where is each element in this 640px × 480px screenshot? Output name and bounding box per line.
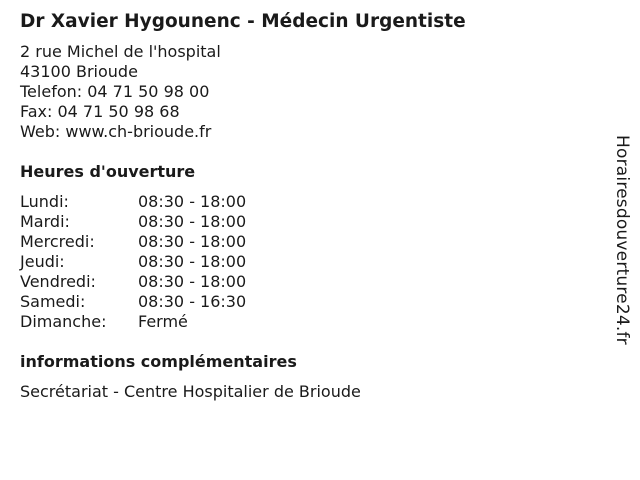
time-value: 08:30 - 16:30 bbox=[138, 292, 247, 311]
hours-row-vendredi bbox=[20, 272, 590, 292]
address-line-1: 2 rue Michel de l'hospital bbox=[20, 42, 221, 61]
watermark-label: Horairesdouverture24.fr bbox=[612, 135, 632, 345]
address-line-2: 43100 Brioude bbox=[20, 62, 138, 81]
day-label: Mardi: bbox=[20, 212, 70, 231]
hours-heading: Heures d'ouverture bbox=[20, 162, 196, 181]
fax-line: Fax: 04 71 50 98 68 bbox=[20, 102, 180, 121]
hours-row-lundi bbox=[20, 192, 590, 212]
info-text: Secrétariat - Centre Hospitalier de Brioude bbox=[20, 382, 361, 401]
day-label: Vendredi: bbox=[20, 272, 96, 291]
contact-block bbox=[20, 42, 590, 142]
time-value: 08:30 - 18:00 bbox=[138, 272, 247, 291]
day-label: Lundi: bbox=[20, 192, 69, 211]
info-heading: informations complémentaires bbox=[20, 352, 297, 371]
hours-row-dimanche bbox=[20, 312, 590, 332]
day-label: Samedi: bbox=[20, 292, 86, 311]
hours-row-jeudi bbox=[20, 252, 590, 272]
time-value: 08:30 - 18:00 bbox=[138, 252, 247, 271]
time-value: 08:30 - 18:00 bbox=[138, 192, 247, 211]
listing-card bbox=[20, 8, 590, 402]
hours-table bbox=[20, 192, 590, 332]
phone-line: Telefon: 04 71 50 98 00 bbox=[20, 82, 210, 101]
hours-row-mercredi bbox=[20, 232, 590, 252]
hours-row-mardi bbox=[20, 212, 590, 232]
listing-title: Dr Xavier Hygounenc - Médecin Urgentiste bbox=[20, 11, 466, 32]
time-value: 08:30 - 18:00 bbox=[138, 212, 247, 231]
day-label: Dimanche: bbox=[20, 312, 107, 331]
day-label: Mercredi: bbox=[20, 232, 95, 251]
web-line[interactable]: Web: www.ch-brioude.fr bbox=[20, 122, 212, 141]
day-label: Jeudi: bbox=[20, 252, 65, 271]
time-value: Fermé bbox=[138, 312, 188, 331]
time-value: 08:30 - 18:00 bbox=[138, 232, 247, 251]
hours-row-samedi bbox=[20, 292, 590, 312]
